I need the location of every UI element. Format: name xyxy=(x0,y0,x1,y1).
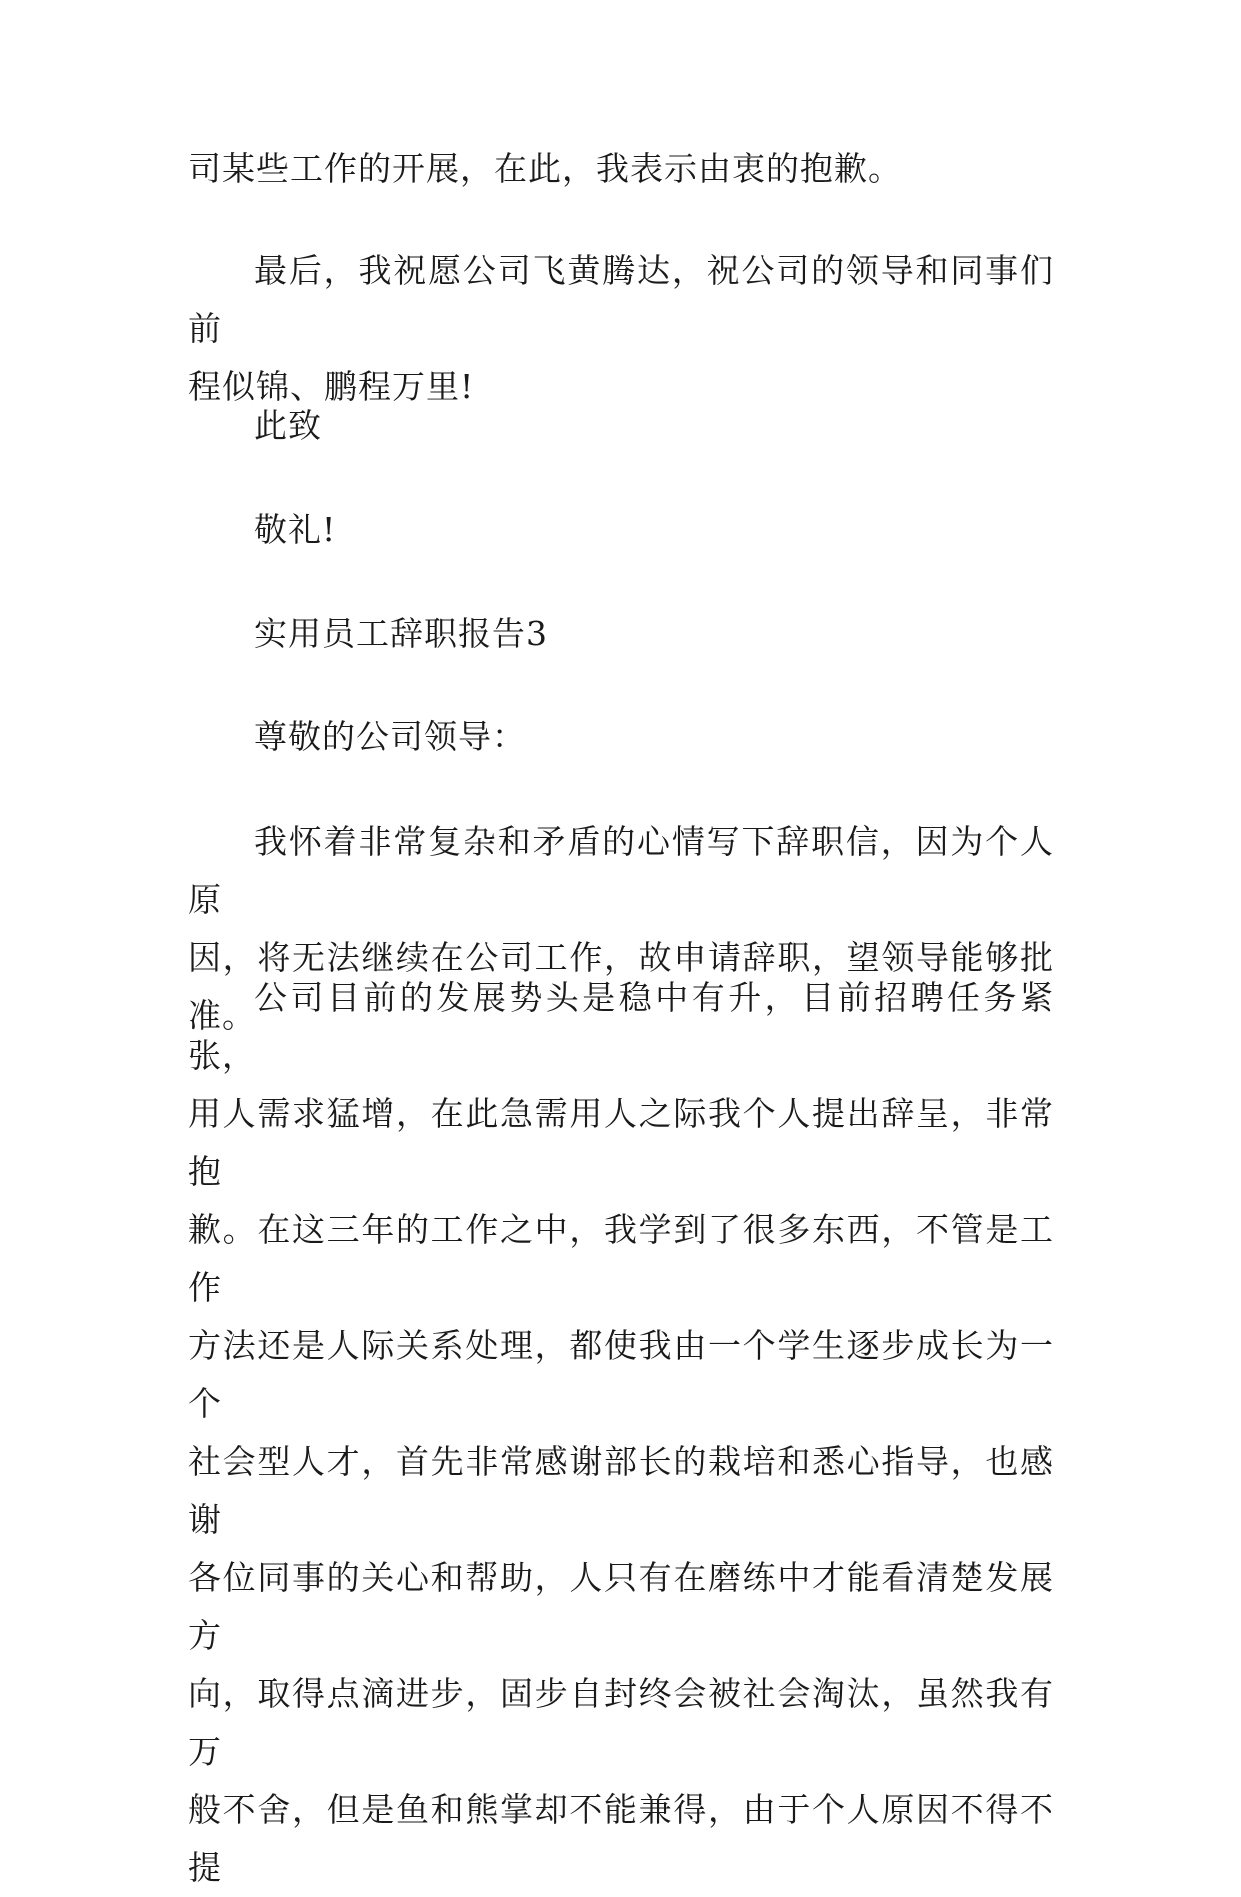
paragraph-regards xyxy=(188,501,1054,559)
paragraph-company-development xyxy=(188,969,1054,1897)
paragraph-apology-continued xyxy=(188,140,1054,198)
text-line: 最后，我祝愿公司飞黄腾达，祝公司的领导和同事们前 xyxy=(188,251,1054,348)
text-line: 向，取得点滴进步，固步自封终会被社会淘汰，虽然我有万 xyxy=(188,1674,1054,1771)
text-line: 般不舍，但是鱼和熊掌却不能兼得，由于个人原因不得不提 xyxy=(188,1790,1054,1887)
text-line: 尊敬的公司领导： xyxy=(254,717,526,756)
text-line: 社会型人才，首先非常感谢部长的栽培和悉心指导，也感谢 xyxy=(188,1442,1054,1539)
text-line: 程似锦、鹏程万里! xyxy=(188,367,475,406)
paragraph-closing-wishes xyxy=(188,242,1054,416)
text-line: 敬礼! xyxy=(254,510,337,549)
text-line: 实用员工辞职报告3 xyxy=(254,614,548,653)
text-line: 各位同事的关心和帮助，人只有在磨练中才能看清楚发展方 xyxy=(188,1558,1054,1655)
text-line: 此致 xyxy=(254,406,322,445)
paragraph-greeting xyxy=(188,708,1054,766)
text-line: 我怀着非常复杂和矛盾的心情写下辞职信，因为个人原 xyxy=(188,822,1054,919)
text-line: 因，将无法继续在公司工作，故申请辞职，望领导能够批准。 xyxy=(188,938,1054,1035)
text-line: 司某些工作的开展，在此，我表示由衷的抱歉。 xyxy=(188,149,902,188)
text-line: 方法还是人际关系处理，都使我由一个学生逐步成长为一个 xyxy=(188,1326,1054,1423)
paragraph-salutation xyxy=(188,397,1054,455)
text-line: 用人需求猛增，在此急需用人之际我个人提出辞呈，非常抱 xyxy=(188,1094,1054,1191)
section-title xyxy=(188,605,1054,663)
text-line: 歉。在这三年的工作之中，我学到了很多东西，不管是工作 xyxy=(188,1210,1054,1307)
text-line: 公司目前的发展势头是稳中有升，目前招聘任务紧张， xyxy=(188,978,1054,1075)
